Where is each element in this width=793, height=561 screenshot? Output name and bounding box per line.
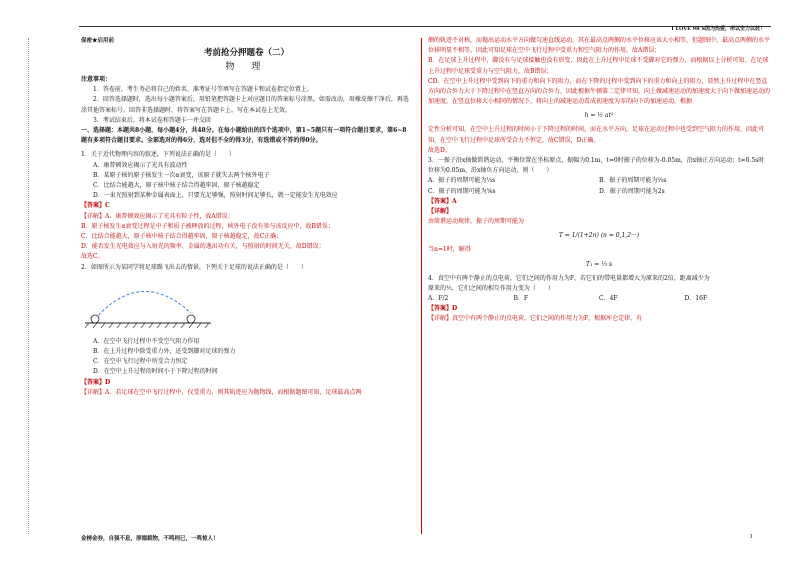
- ground-hatching: [85, 323, 209, 328]
- question-3-option: B．振子的周期可能为⅔s: [599, 177, 667, 185]
- football-trajectory-figure: [81, 273, 412, 337]
- right-column: [428, 36, 770, 325]
- left-column: [81, 36, 412, 398]
- question-4-stem: 原来的½，它们之间的相互作用力变为（ ）: [428, 284, 554, 292]
- question-3-detail-label: 【详解】: [428, 208, 453, 216]
- question-1-option: B．某原子核的原子核发生一次α衰变，该原子就失去两个核外电子: [93, 171, 270, 179]
- formula-displacement: h = ½ at²: [584, 112, 614, 120]
- question-2-analysis: B．在足球上升过程中，脚没有与足球接触也没有形变，因此在上升过程中足球不受脚对它的弹力，而根据以上分析可知，在足球上升过程中足球受重力与空气阻力，故B错误；: [428, 57, 769, 75]
- question-3-stem: 3．一振子沿x轴做简谐运动，平衡位置在坐标原点，振幅为0.1m，t=0时振子的位移为-0.05m，沿x轴正方向运动；t=0.5s时位移为0.05m，沿x轴负方向运动，则（ ）: [428, 157, 765, 175]
- trajectory-curve: [95, 291, 191, 319]
- question-4-option: D．16F: [684, 295, 708, 303]
- ball-end-icon: [187, 315, 195, 323]
- question-1-option: D．一束光照射到某种金属表面上，只要光足够强，照射时间足够长，就一定能发生光电效应: [93, 192, 338, 200]
- question-2-analysis: CD．在空中上升过程中受到向下的重力和向下的阻力，而在下降的过程中受到向下的重力和向上的阻力，显然上升过程中在竖直方向的合外力大于下降过程中在竖直方向的合外力，因此根据牛顿第二定律可知，向上做减速运动的加速度大于向下做加速运动的加速度，在竖直位移大小相同的情况下，将向上的减速运动看成初速度为零的向下的加速运动，根据: [428, 77, 771, 106]
- section-heading: 一、选择题：本题共8小题，每小题4分，共48分。在每小题给出的四个选项中，第1~5题只有一项符合题目要求，第6~8题有多项符合题目要求。全部选对的得6分，选对但不全的得3分，有选错或不答的得0分。: [81, 127, 407, 145]
- question-2-option: A．在空中飞行过程中不受空气阻力作用: [93, 337, 200, 345]
- question-4-option: B．F: [513, 295, 529, 303]
- question-1-analysis: B．原子核发生α衰变过程是中子和质子被释放的过程，核外电子没有参与该反应中，故B错误；: [81, 222, 334, 230]
- question-2-answer: 【答案】D: [81, 378, 111, 386]
- question-1-stem: 1．关于近代物理内容的叙述，下列说法正确的是（ ）: [81, 151, 235, 159]
- formula-period: T = 1/(1+2n) (n = 0,1,2···): [558, 232, 640, 240]
- question-4-option: C．4F: [599, 295, 618, 303]
- question-4-stem: 4．真空中有两个静止的点电荷，它们之间的作用力为F，若它们的带电量都增大为原来的2倍，距离减少为: [428, 274, 710, 282]
- question-3-option: C．振子的周期可能为⅚s: [428, 187, 496, 195]
- question-1-analysis: 【详解】A．康普顿效应揭示了光具有粒子性，故A错误；: [81, 212, 234, 220]
- question-2-stem: 2．如图所示为某同学将足球踢飞出去的情景，下列关于足球的说法正确的是（ ）: [81, 263, 307, 271]
- notice-item: 1．答卷前，考生务必将自己的姓名、准考证号等填写在答题卡和试卷指定位置上。: [93, 86, 313, 94]
- notice-item: 3．考试结束后，将本试卷和答题卡一并交回: [93, 116, 211, 124]
- question-4-options-row: [428, 294, 770, 304]
- question-3-options-row: [428, 187, 770, 197]
- question-3-options-row: [428, 176, 770, 186]
- question-4-answer: 【答案】D: [428, 305, 458, 313]
- question-1-analysis: 故选C。: [81, 253, 104, 261]
- question-2-option: C．在空中飞行过程中所受合力恒定: [93, 358, 188, 366]
- notice-item: 2．回答选择题时，选出每小题答案后，用铅笔把答题卡上对应题目的答案标号涂黑。如需改动，用橡皮擦干净后，再选涂其他答案标号。回答非选择题时，将答案写在答题卡上。写在本试卷上无效。: [81, 96, 409, 114]
- question-1-option: C．比结合能越大，原子核中核子结合得越牢固，原子核越稳定: [93, 182, 260, 190]
- footer-motto: 金榜金券，自强不息，厚德载物，不鸣则已，一鸣惊人！: [81, 536, 219, 542]
- question-2-analysis: 定性分析可知，在空中上升过程的时间小于下降过程的时间，而在水平方向，足球在运动过程中也受到空气阻力的作用，因此可知，在空中飞行过程中足球所受合力不恒定，故C错误，D正确。: [428, 126, 765, 144]
- question-1-option: A．康普顿效应揭示了光具有波动性: [93, 161, 188, 169]
- subject-title: 物 理: [225, 62, 268, 72]
- question-4-analysis: 【详解】真空中有两个静止的点电荷，它们之间的作用力为F，根据库仑定律，有: [428, 315, 643, 323]
- secret-mark: 保密★启用前: [81, 38, 115, 44]
- exam-title: 考前抢分押题卷（二）: [203, 48, 289, 58]
- question-1-answer: 【答案】C: [81, 202, 110, 210]
- trajectory-diagram: [81, 273, 221, 337]
- question-3-option: D．振子的周期可能为2s: [599, 187, 665, 195]
- question-1-analysis: C．比结合能越大，原子核中核子结合得越牢固，原子核越稳定，故C正确；: [81, 233, 283, 241]
- header-rule: [79, 26, 771, 27]
- page-number: 1: [749, 534, 753, 540]
- column-divider: [421, 38, 422, 534]
- question-2-analysis: 【详解】A．若足球在空中飞行过程中，仅受重力，则其轨迹应为抛物线，而根据题图可知，足球最高点两: [81, 388, 362, 396]
- notice-heading: 注意事项：: [81, 76, 112, 83]
- question-3-option: A．振子的周期可能为⅓s: [428, 177, 496, 185]
- question-3-analysis: 由简谐运动规律，振子的周期可能为: [428, 218, 525, 226]
- formula-period-result: T₁ = ⅓ s: [585, 260, 613, 268]
- ball-start-icon: [91, 315, 99, 323]
- question-2-option: B．在上升过程中除受重力外，还受到脚对足球的弹力: [93, 348, 236, 356]
- question-2-option: D．在空中上升过程的时间小于下降过程的时间: [93, 368, 218, 376]
- header-motto: I LOVE 98 S因为热爱，所以全力以赴！: [671, 26, 765, 32]
- question-3-analysis: 当n=1时，解得: [428, 246, 471, 254]
- question-4-option: A．F/2: [428, 295, 449, 303]
- question-3-answer: 【答案】A: [428, 197, 457, 205]
- question-2-conclusion: 故选D。: [428, 146, 451, 154]
- question-1-analysis: D．能否发生光电效应与入射光的频率、金属的逸出功有关，与照射的时间无关，故D错误；: [81, 243, 325, 251]
- question-2-analysis: 侧的轨迹不对称，而抛出运动水平方向做匀速直线运动，其在最高点两侧的水平位移应该大小相等，但题图中，最高点两侧的水平位移明显不相等，因此可知足球在空中飞行过程中受重力和空气阻力的作用，故A错误；: [428, 37, 771, 55]
- binding-line: [28, 38, 29, 534]
